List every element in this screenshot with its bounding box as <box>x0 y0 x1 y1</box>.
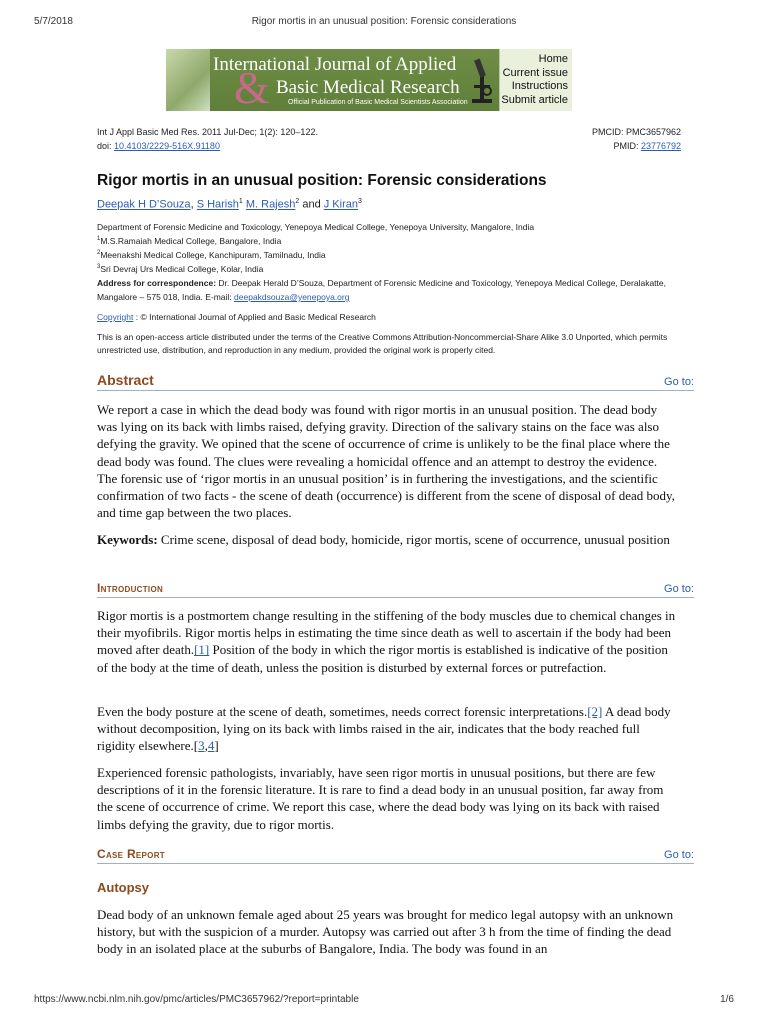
microscope-icon <box>469 55 495 105</box>
affiliation-number: 1 <box>97 236 101 242</box>
introduction-heading: Introduction <box>97 581 164 595</box>
affiliation-text: M.S.Ramaiah Medical College, Bangalore, India <box>100 235 282 246</box>
email-link[interactable]: deepakdsouza@yenepoya.org <box>234 292 350 302</box>
nav-instructions-link[interactable]: Instructions <box>511 80 568 92</box>
reference-link[interactable]: 4 <box>207 738 215 754</box>
print-title: Rigor mortis in an unusual position: Forensic considerations <box>251 16 517 27</box>
reference-link[interactable]: [1] <box>194 642 210 658</box>
case-report-heading: Case Report <box>97 847 165 861</box>
journal-name-line2: Basic Medical Research <box>276 77 460 98</box>
introduction-heading-bar <box>97 579 694 598</box>
affiliation <box>97 234 698 247</box>
author-link[interactable]: Deepak H D’Souza <box>97 198 191 211</box>
citation-line-1 <box>97 127 681 137</box>
copyright-text: : © International Journal of Applied and Basic Medical Research <box>133 312 376 322</box>
correspondence-label: Address for correspondence: <box>97 278 217 288</box>
nav-submit-article-link[interactable]: Submit article <box>501 93 568 106</box>
abstract-heading-bar <box>97 372 694 391</box>
copyright-link[interactable]: Copyright <box>97 312 134 322</box>
ampersand-logo: & <box>234 62 270 111</box>
print-url: https://www.ncbi.nlm.nih.gov/pmc/articles/PMC3657962/?report=printable <box>34 994 359 1005</box>
paragraph-text: Even the body posture at the scene of death, sometimes, needs correct forensic interpretations. <box>97 704 588 719</box>
author-affiliation-number: 1 <box>238 198 243 205</box>
reference-link[interactable]: 3 <box>198 738 205 754</box>
doi-link[interactable]: 10.4103/2229-516X.91180 <box>114 141 220 151</box>
goto-link[interactable]: Go to: <box>664 376 694 388</box>
journal-tagline: Official Publication of Basic Medical Scientists Association <box>288 99 468 106</box>
paragraph-text: Rigor mortis is a postmortem change resulting in the stiffening of the body muscles due to chemical changes in their myofibrils. Rigor mortis helps in estimating the time since death as well to ascertain if the body had been moved after death. <box>97 608 676 658</box>
pmcid: PMCID: PMC3657962 <box>591 127 681 137</box>
case-report-heading-bar <box>97 845 694 864</box>
paragraph-text: A dead body without decomposition, lying on its back with limbs raised in the air, indicates that the body reached full rigidity elsewhere. <box>97 704 671 754</box>
author-separator: , <box>190 198 197 211</box>
affiliation <box>97 248 698 261</box>
author-link[interactable]: M. Rajesh <box>245 198 296 211</box>
correspondence <box>97 276 698 304</box>
introduction-paragraph: Experienced forensic pathologists, invariably, have seen rigor mortis in unusual positions, but there are few descriptions of it in the forensic literature. It is rare to find a dead body in an unusual position, far away from the scene of occurrence of crime. We report this case, where the dead body was lying on its back with raised limbs defying the gravity, due to rigor mortis. <box>97 765 664 832</box>
affiliation-number: 3 <box>97 264 101 270</box>
reference-separator: , <box>204 738 208 754</box>
reference-bracket: [ <box>193 738 199 754</box>
author-link[interactable]: S Harish <box>196 198 239 211</box>
affiliation-number: 2 <box>97 250 101 256</box>
nav-home-link[interactable]: Home <box>538 53 568 65</box>
banner-nav <box>499 49 572 111</box>
pmid-label: PMID: <box>613 141 641 151</box>
author-affiliation-number: 3 <box>358 198 362 205</box>
pmid-link[interactable]: 23776792 <box>640 141 681 151</box>
keywords-text: Crime scene, disposal of dead body, homicide, rigor mortis, scene of occurrence, unusual position <box>157 532 670 547</box>
affiliation-text: Sri Devraj Urs Medical College, Kolar, India <box>100 263 264 274</box>
goto-link[interactable]: Go to: <box>664 849 694 861</box>
keywords-label: Keywords: <box>97 532 158 547</box>
journal-citation: Int J Appl Basic Med Res. 2011 Jul-Dec; 1(2): 120–122. <box>97 127 318 137</box>
affiliation-text: Department of Forensic Medicine and Toxicology, Yenepoya Medical College, Yenepoya University, Mangalore, India <box>97 222 535 232</box>
case-report-paragraph: Dead body of an unknown female aged about 25 years was brought for medico legal autopsy with an unknown history, but with the suspicion of a murder. Autopsy was carried out after 3 h from the time of finding the dead body in an isolated place at the suburbs of Bangalore, India. The body was found in an <box>97 907 674 957</box>
citation-line-2 <box>97 141 681 151</box>
author-affiliation-number: 2 <box>295 198 300 205</box>
banner-logo-area <box>166 49 499 111</box>
author-separator: and <box>299 198 324 211</box>
print-date: 5/7/2018 <box>34 16 73 27</box>
affiliation <box>97 262 698 275</box>
author-link[interactable]: J Kiran <box>323 198 358 211</box>
print-footer <box>34 994 734 1005</box>
correspondence-text: Dr. Deepak Herald D’Souza, Department of Forensic Medicine and Toxicology, Yenepoya Medical College, Deralakatte, Mangalore – 575 018, India. E-mail: <box>97 278 666 302</box>
journal-banner <box>166 49 572 111</box>
nav-current-issue-link[interactable]: Current issue <box>502 66 568 79</box>
affiliation <box>97 222 698 233</box>
paragraph-text: Position of the body in which the rigor mortis is established is indicative of the position of the body at the time of death, unless the position is disturbed by external forces or putrefaction. <box>97 642 668 675</box>
introduction-paragraph <box>97 703 676 755</box>
pmid <box>613 141 681 151</box>
doi-label: doi: <box>97 141 115 151</box>
journal-name-line1: International Journal of Applied <box>213 54 457 75</box>
copyright-line <box>97 312 376 322</box>
affiliation-text: Meenakshi Medical College, Kanchipuram, Tamilnadu, India <box>100 249 326 260</box>
banner-photo <box>166 49 210 111</box>
abstract-heading: Abstract <box>97 372 154 388</box>
abstract-text: We report a case in which the dead body was found with rigor mortis in an unusual position. The dead body was lying on its back with limbs raised, defying gravity. Direction of the salivary stains on the face was also defying the gravity. We opined that the scene of occurrence of crime is unlikely to be the final place where the dead body was found. The clues were revealing a homicidal offence and an attempt to destroy the evidence. The forensic use of ‘rigor mortis in an unusual position’ is in furthering the investigations, and the scientific confirmation of two facts - the scene of death (occurrence) is different from the scene of disposal of dead body, and time gap between the two places. <box>97 402 675 521</box>
reference-bracket: ] <box>214 738 219 754</box>
autopsy-subheading: Autopsy <box>97 880 149 895</box>
introduction-paragraph <box>97 607 676 676</box>
page-number: 1/6 <box>720 994 734 1005</box>
article-title: Rigor mortis in an unusual position: Forensic considerations <box>97 172 547 189</box>
reference-link[interactable]: [2] <box>587 704 603 719</box>
license-text: This is an open-access article distributed under the terms of the Creative Commons Attribution-Noncommercial-Share Alike 3.0 Unported, which permits unrestricted use, distribution, and reproduction in any medium, provided the original work is properly cited. <box>97 332 668 355</box>
goto-link[interactable]: Go to: <box>664 583 694 595</box>
author-list <box>97 198 362 211</box>
keywords <box>97 531 676 548</box>
